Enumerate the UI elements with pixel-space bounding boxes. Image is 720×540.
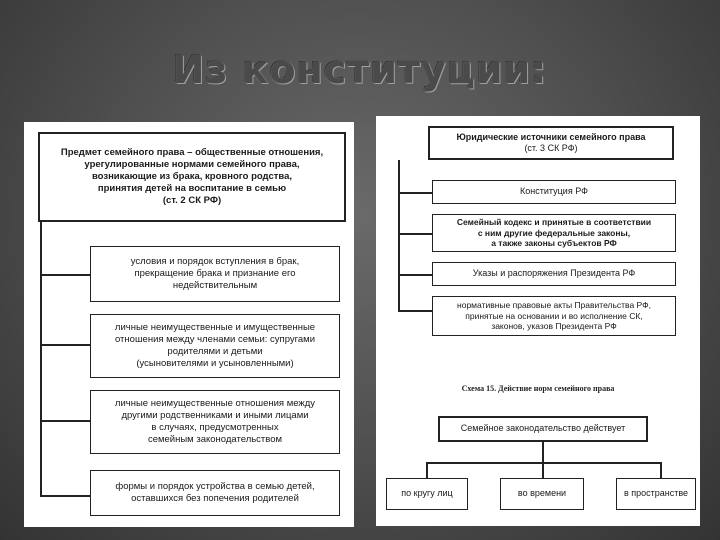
left-header-line-5: (ст. 2 СК РФ) bbox=[162, 194, 222, 206]
left-item-1-line-1: условия и порядок вступления в брак, bbox=[130, 256, 300, 268]
scope-time-label: во времени bbox=[517, 488, 567, 499]
right-connector-4 bbox=[398, 310, 432, 312]
right-item-3-line-1: Указы и распоряжения Президента РФ bbox=[472, 268, 636, 279]
left-item-family-relations bbox=[90, 314, 340, 378]
left-diagram-scan bbox=[24, 122, 354, 527]
scope-space-box bbox=[616, 478, 696, 510]
right-connector-1 bbox=[398, 192, 432, 194]
left-item-1-line-2: прекращение брака и признание его bbox=[134, 268, 296, 280]
left-item-2-line-1: личные неимущественные и имущественные bbox=[114, 322, 316, 334]
right-connector-3 bbox=[398, 274, 432, 276]
right-bottom-header-box bbox=[438, 416, 648, 442]
right-item-2-line-2: с ним другие федеральные законы, bbox=[477, 227, 631, 238]
left-header-line-1: Предмет семейного права – общественные отношения, bbox=[60, 147, 324, 159]
scope-persons-box bbox=[386, 478, 468, 510]
left-item-2-line-3: родителями и детьми bbox=[167, 346, 263, 357]
right-item-government-acts bbox=[432, 296, 676, 336]
tree-branch-left bbox=[426, 462, 428, 478]
left-item-marriage bbox=[90, 246, 340, 302]
scheme-caption: Схема 15. Действие норм семейного права bbox=[461, 384, 615, 393]
right-connector-2 bbox=[398, 233, 432, 235]
left-item-3-line-2: другими родственниками и иными лицами bbox=[121, 410, 309, 422]
left-item-3-line-1: личные неимущественные отношения между bbox=[114, 398, 316, 410]
left-header-line-4: принятия детей на воспитание в семью bbox=[97, 182, 287, 194]
scope-time-box bbox=[500, 478, 584, 510]
left-item-foster-care bbox=[90, 470, 340, 516]
right-header-box bbox=[428, 126, 674, 160]
left-item-2-line-4: (усыновителями и усыновленными) bbox=[136, 357, 294, 369]
right-item-constitution bbox=[432, 180, 676, 204]
left-item-4-line-2: оставшихся без попечения родителей bbox=[131, 493, 299, 504]
right-item-2-line-3: а также законы субъектов РФ bbox=[491, 238, 617, 249]
tree-branch-middle bbox=[542, 462, 544, 478]
tree-stem bbox=[542, 442, 544, 462]
right-item-4-line-1: нормативные правовые акты Правительства РФ, bbox=[457, 300, 651, 311]
left-connector-3 bbox=[40, 420, 90, 422]
left-header-line-3: возникающие из брака, кровного родства, bbox=[91, 171, 293, 183]
left-item-2-line-2: отношения между членами семьи: супругами bbox=[114, 334, 316, 346]
left-item-4-line-1: формы и порядок устройства в семью детей, bbox=[115, 481, 315, 493]
left-connector-4 bbox=[40, 495, 90, 497]
right-item-2-line-1: Семейный кодекс и принятые в соответствии bbox=[456, 217, 652, 228]
right-header-line-2: (ст. 3 СК РФ) bbox=[524, 143, 578, 153]
left-header-line-2: урегулированные нормами семейного права, bbox=[84, 159, 300, 171]
slide-title: Из конституции: bbox=[172, 48, 548, 92]
right-item-4-line-2: принятые на основании и во исполнение СК, bbox=[465, 310, 643, 321]
left-item-1-line-3: недействительным bbox=[172, 279, 258, 291]
left-item-other-relatives bbox=[90, 390, 340, 454]
left-connector-1 bbox=[40, 274, 90, 276]
scope-persons-label: по кругу лиц bbox=[401, 488, 453, 499]
left-item-3-line-3: в случаях, предусмотренных bbox=[151, 422, 279, 433]
right-diagram-scan bbox=[376, 116, 700, 526]
tree-branch-right bbox=[660, 462, 662, 478]
right-item-4-line-3: законов, указов Президента РФ bbox=[491, 321, 617, 332]
right-item-presidential-decrees bbox=[432, 262, 676, 286]
right-item-1-line-1: Конституция РФ bbox=[520, 186, 588, 197]
right-bottom-header-text: Семейное законодательство действует bbox=[460, 423, 626, 434]
left-header-box bbox=[38, 132, 346, 222]
right-header-line-1: Юридические источники семейного права bbox=[456, 131, 646, 142]
left-item-3-line-4: семейным законодательством bbox=[147, 433, 283, 445]
left-vertical-connector bbox=[40, 222, 42, 497]
left-connector-2 bbox=[40, 344, 90, 346]
right-item-family-code bbox=[432, 214, 676, 252]
scope-space-label: в пространстве bbox=[623, 488, 689, 499]
right-vertical-connector bbox=[398, 160, 400, 310]
